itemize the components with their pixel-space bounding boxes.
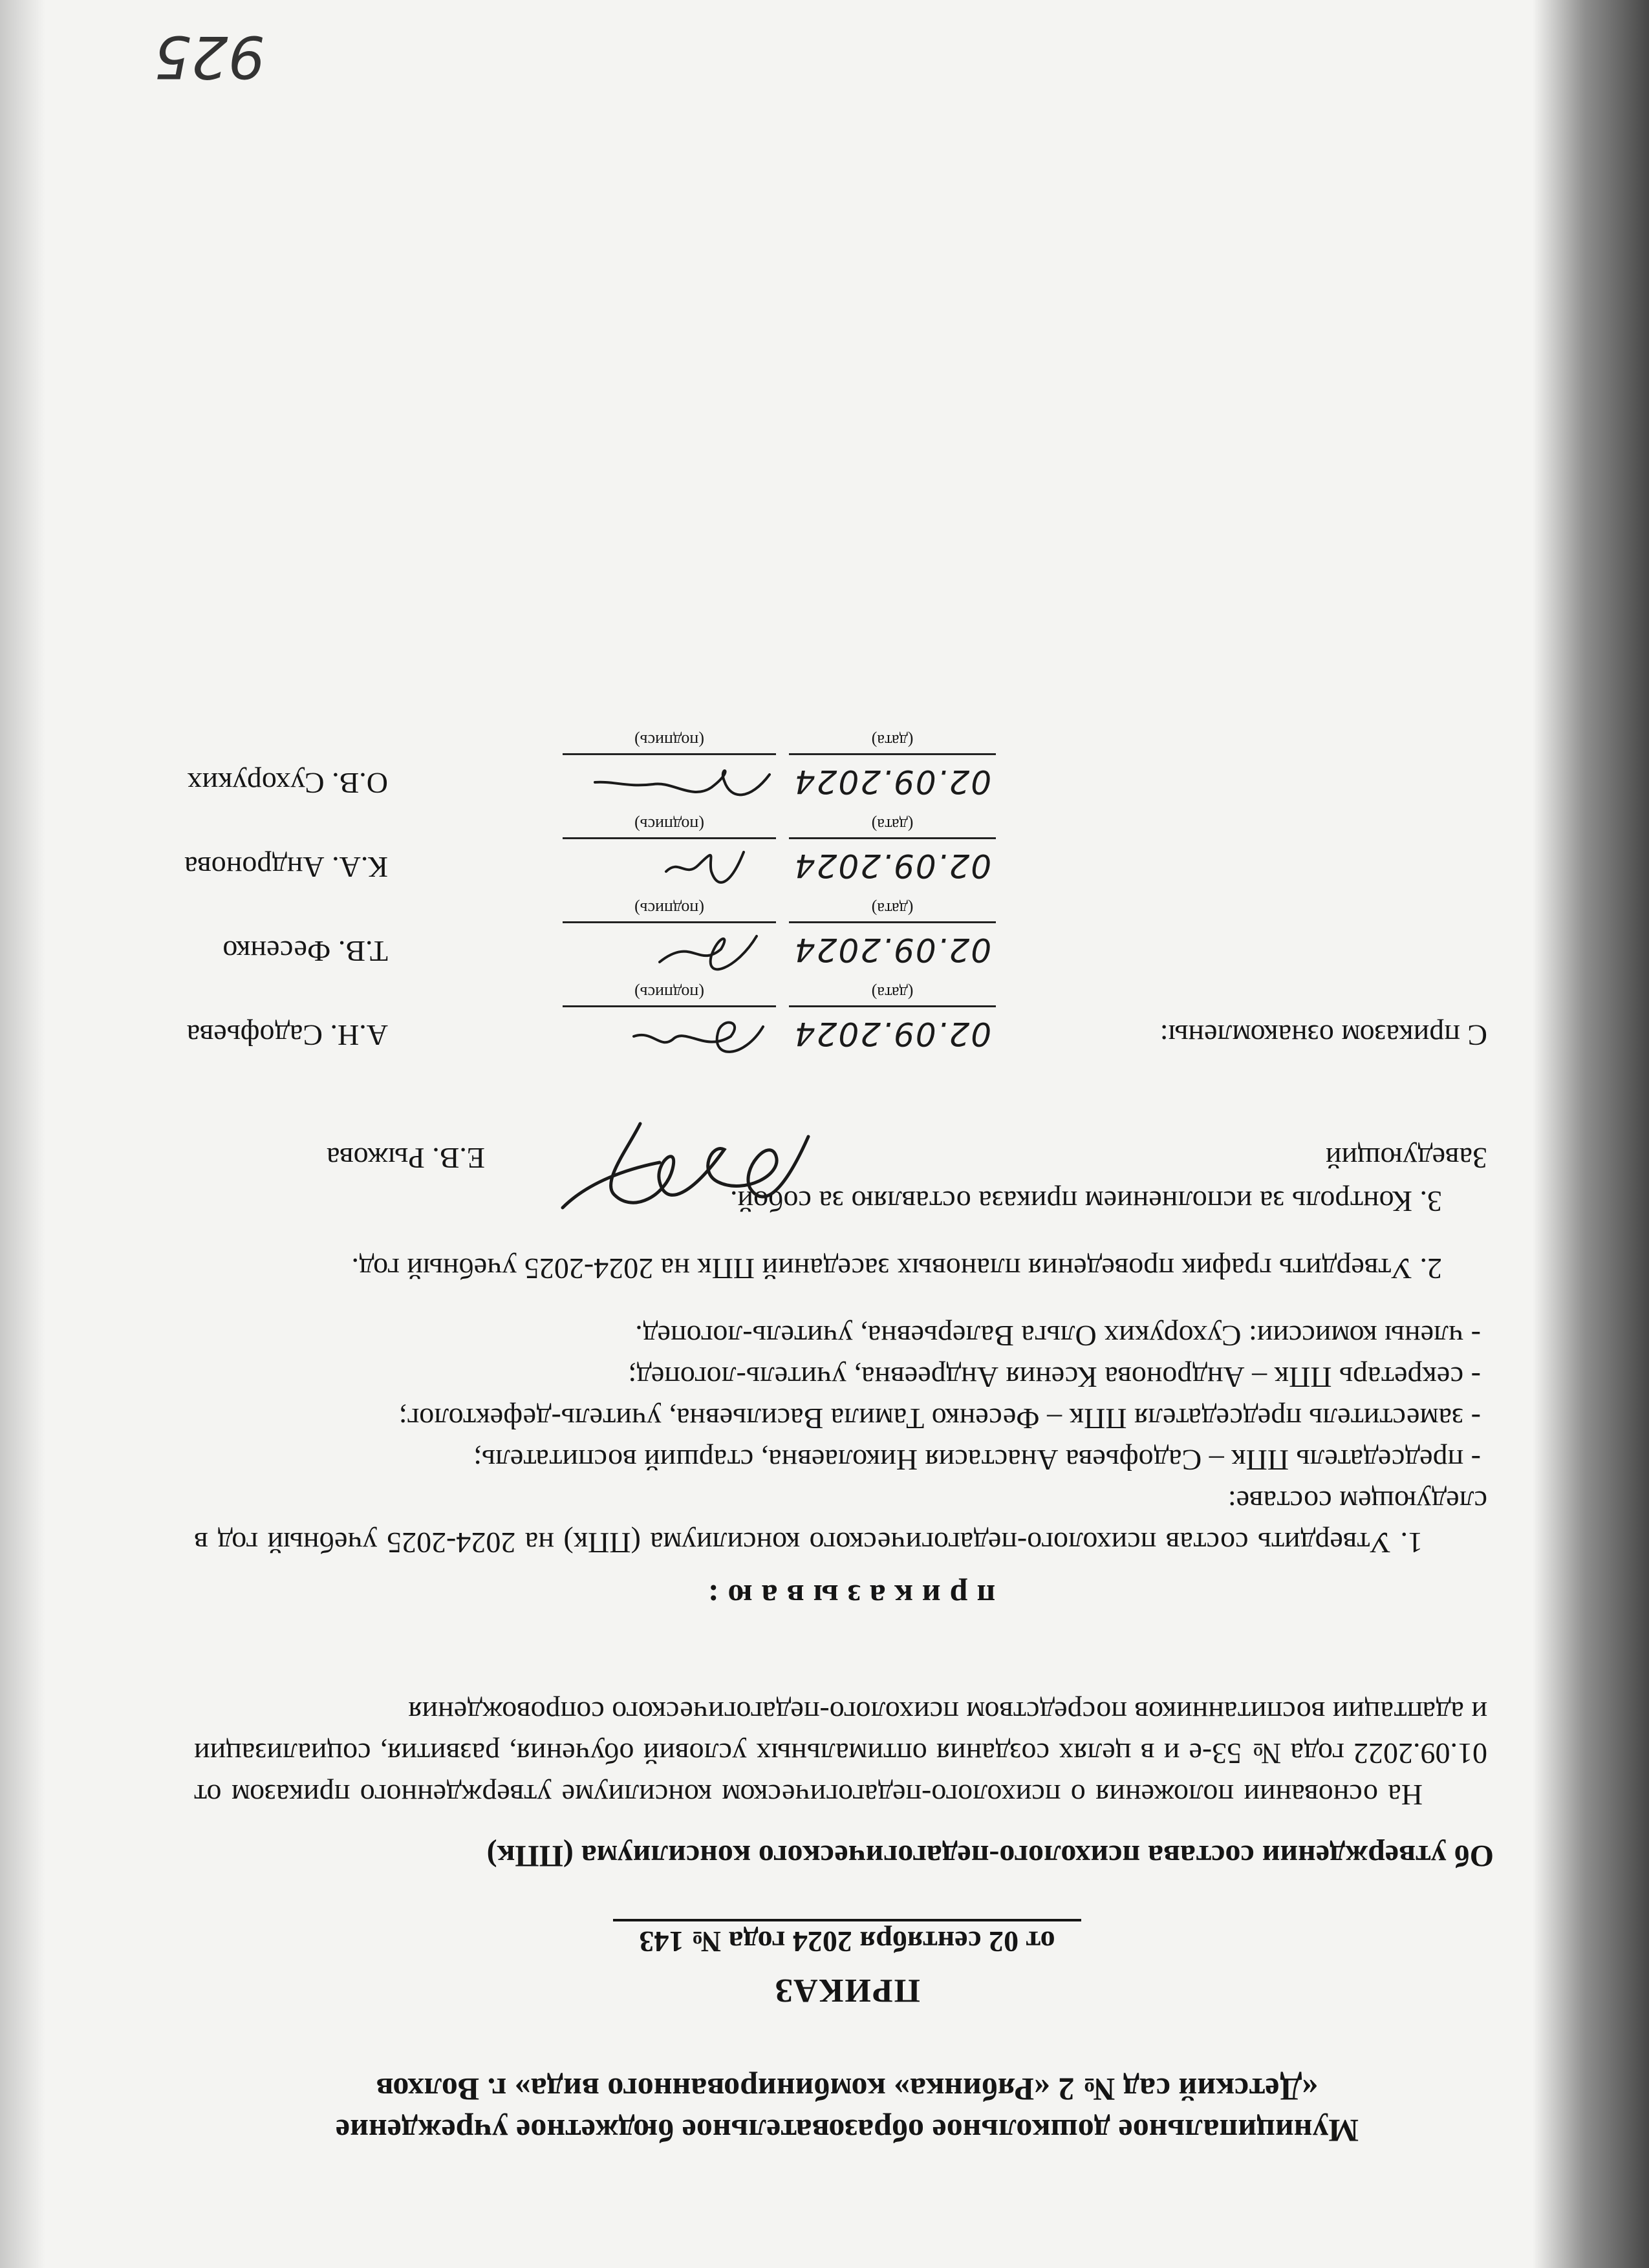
ack-date: 02.09.2024 (793, 1015, 992, 1053)
head-name: Е.В. Рыжова (327, 1142, 485, 1175)
member-deputy: - заместитель председателя ППк – Фесенко Тамила Васильевна, учитель-дефектолог; (398, 1402, 1481, 1435)
ack-row (155, 716, 996, 800)
date-line (789, 837, 996, 839)
ack-row (155, 884, 996, 968)
order-item-2: 2. Утвердить график проведения плановых заседаний ППк на 2024-2025 учебный год. (351, 1252, 1442, 1285)
order-date-text: от 02 сентября 2024 года № 143 (613, 1919, 1081, 1958)
ack-name: К.А. Андронова (184, 851, 388, 884)
ack-signature (588, 755, 782, 813)
institution-line-1: Муниципальное дошкольное образовательное бюджетное учреждение (335, 2113, 1359, 2149)
member-chair: - председатель ППк – Садофьева Анастасия Николаевна, старший воспитатель; (473, 1444, 1481, 1477)
institution-header (168, 2069, 1526, 2152)
signature-caption: (подпись) (634, 731, 704, 750)
order-keyword: приказываю: (698, 1578, 996, 1614)
signature-line (563, 753, 776, 755)
signature-line (563, 1005, 776, 1007)
signature-caption: (подпись) (634, 983, 704, 1002)
order-preamble: На основании положения о психолого-педагогическом консилиуме утвержденного приказом от 01.09.2022 года № 53-е и в целях создания оптимальных условий обучения, развития, социализации и адаптации воспитанников посредством психолого-педагогического сопровождения (194, 1696, 1487, 1812)
order-subject: Об утверждении состава психолого-педагогического консилиума (ППк) (486, 1839, 1494, 1873)
order-item-3: 3. Контроль за исполнением приказа оставляю за собой. (729, 1185, 1442, 1218)
signature-caption: (подпись) (634, 815, 704, 834)
signature-line (563, 921, 776, 923)
order-date-number (168, 1925, 1526, 1959)
date-line (789, 921, 996, 923)
signature-line (563, 837, 776, 839)
ack-date: 02.09.2024 (793, 763, 992, 800)
ack-signature (588, 839, 782, 897)
order-item-1: 1. Утвердить состав психолого-педагогического консилиума (ППк) на 2024-2025 учебный год в следующем составе: (194, 1485, 1487, 1559)
handwritten-page-number: 925 (154, 23, 265, 91)
ack-date: 02.09.2024 (793, 931, 992, 968)
ack-name: А.Н. Садофьева (186, 1019, 388, 1052)
ack-name: О.В. Сухоруких (187, 767, 388, 800)
ack-signature (588, 923, 782, 981)
head-position: Заведующий (1325, 1142, 1487, 1175)
date-caption: (дата) (871, 815, 914, 834)
member-commission: - члены комиссии: Сухоруких Ольга Валерьевна, учитель-логопед. (635, 1320, 1481, 1353)
ack-row (155, 968, 996, 1053)
order-items (194, 1181, 1487, 1563)
acknowledgment-label: С приказом ознакомлены: (1159, 1019, 1487, 1052)
head-signature (550, 1104, 821, 1234)
ack-signature (588, 1007, 782, 1065)
date-line (789, 753, 996, 755)
date-line (789, 1005, 996, 1007)
date-caption: (дата) (871, 731, 914, 750)
institution-line-2: «Детский сад № 2 «Рябинка» комбинированного вида» г. Волхов (376, 2071, 1319, 2108)
ack-name: Т.В. Фесенко (222, 935, 388, 968)
document-title: ПРИКАЗ (773, 1972, 921, 2009)
signature-caption: (подпись) (634, 899, 704, 918)
date-caption: (дата) (871, 899, 914, 918)
member-secretary: - секретарь ППк – Андронова Ксения Андреевна, учитель-логопед; (628, 1361, 1481, 1394)
ack-row (155, 800, 996, 884)
date-caption: (дата) (871, 983, 914, 1002)
ack-date: 02.09.2024 (793, 847, 992, 884)
